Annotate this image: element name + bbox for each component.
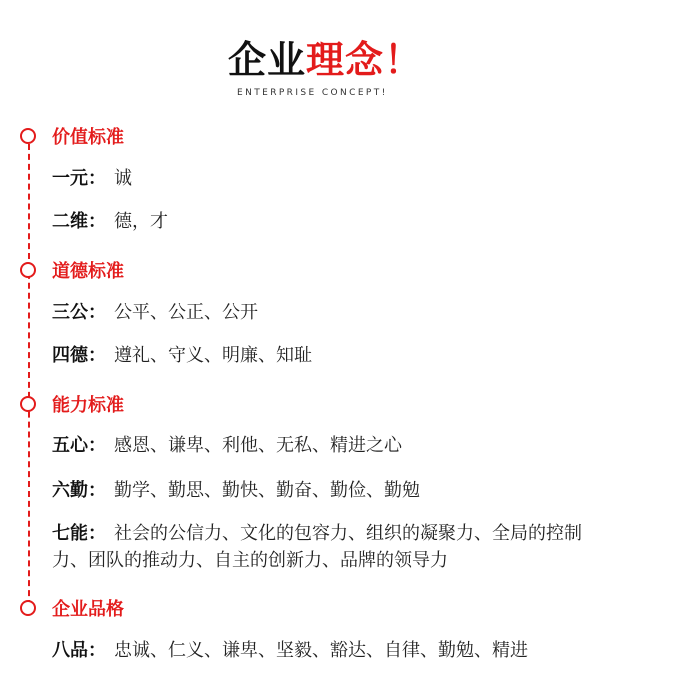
list-item [52, 342, 612, 369]
item-key: 一元： [52, 168, 106, 189]
item-value: 遵礼、守义、明廉、知耻 [114, 345, 312, 366]
item-value: 忠诚、仁义、谦卑、坚毅、豁达、自律、勤勉、精进 [114, 640, 528, 661]
item-value: 感恩、谦卑、利他、无私、精进之心 [114, 435, 402, 456]
item-value: 社会的公信力、文化的包容力、组织的凝聚力、全局的控制力、团队的推动力、自主的创新力、品牌的领导力 [52, 523, 582, 571]
section-title: 能力标准 [52, 395, 124, 416]
list-item [52, 165, 612, 192]
section-title: 价值标准 [52, 127, 124, 148]
item-key: 二维： [52, 211, 106, 232]
section-header-value-standard [20, 124, 124, 148]
list-item [52, 637, 612, 664]
section-header-enterprise-character [20, 596, 124, 620]
timeline-node-icon [20, 396, 36, 412]
item-key: 三公： [52, 302, 106, 323]
timeline-dashed-line [28, 144, 30, 606]
item-key: 四德： [52, 345, 106, 366]
section-header-moral-standard [20, 258, 124, 282]
section-title: 企业品格 [52, 599, 124, 620]
page-subtitle: ENTERPRISE CONCEPT! [237, 88, 388, 98]
list-item [52, 520, 592, 574]
item-value: 公平、公正、公开 [114, 302, 258, 323]
item-value: 诚 [114, 168, 132, 189]
list-item [52, 477, 612, 504]
section-header-ability-standard [20, 392, 124, 416]
timeline-node-icon [20, 600, 36, 616]
timeline-node-icon [20, 262, 36, 278]
section-title: 道德标准 [52, 261, 124, 282]
item-key: 八品： [52, 640, 106, 661]
item-key: 七能： [52, 523, 106, 544]
list-item [52, 432, 612, 459]
title-part-red: 理念！ [306, 38, 424, 82]
item-key: 六勤： [52, 480, 106, 501]
timeline-node-icon [20, 128, 36, 144]
item-key: 五心： [52, 435, 106, 456]
item-value: 德，才 [114, 211, 168, 232]
list-item [52, 208, 612, 235]
title-part-dark: 企业 [228, 38, 307, 82]
list-item [52, 299, 612, 326]
item-value: 勤学、勤思、勤快、勤奋、勤俭、勤勉 [114, 480, 420, 501]
